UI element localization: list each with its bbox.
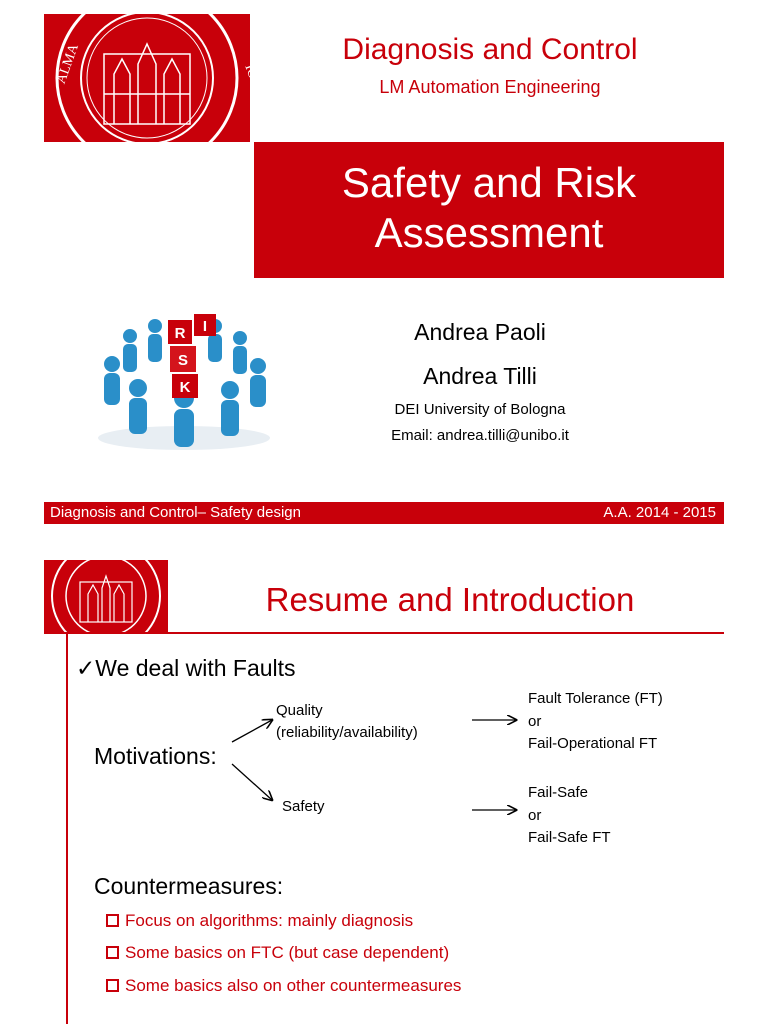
square-bullet-icon [106,914,119,927]
branch-quality: Quality (reliability/availability) [276,702,418,741]
affiliation: DEI University of Bologna [394,401,566,418]
countermeasure-item: Some basics also on other countermeasures [106,975,461,997]
svg-text:IORUM: IORUM [241,62,272,112]
risk-letter: I [202,318,208,335]
motivations-label: Motivations: [94,743,217,769]
countermeasures-label: Countermeasures: [94,873,284,899]
countermeasure-item: Focus on algorithms: mainly diagnosis [106,910,413,932]
author-2: Andrea Tilli [423,363,537,389]
email: Email: andrea.tilli@unibo.it [391,427,569,444]
author-1: Andrea Paoli [414,319,546,345]
risk-letter: S [177,352,189,369]
main-point: ✓We deal with Faults [76,655,296,681]
result-quality: Fault Tolerance (FT) or Fail-Operational FT [528,690,663,752]
countermeasure-item: Some basics on FTC (but case dependent) [106,942,449,964]
slide-title: Resume and Introduction [265,581,635,618]
arrow-to-quality [232,720,272,742]
footer-right: A.A. 2014 - 2015 [603,504,716,521]
course-title: Diagnosis and Control [342,33,638,66]
result-safety: Fail-Safe or Fail-Safe FT [528,784,611,846]
slide-title-line1: Safety and Risk [341,159,637,206]
svg-text:ALMA: ALMA [53,41,83,86]
footer-left: Diagnosis and Control– Safety design [50,504,301,521]
checkmark-icon: ✓ [76,655,96,681]
square-bullet-icon [106,979,119,992]
branch-safety: Safety [282,798,325,815]
risk-letter: K [179,379,191,396]
slide-title-line2: Assessment [374,209,604,256]
course-subtitle: LM Automation Engineering [379,77,601,97]
arrow-to-safety [232,764,272,800]
risk-letter: R [174,325,186,342]
square-bullet-icon [106,946,119,959]
